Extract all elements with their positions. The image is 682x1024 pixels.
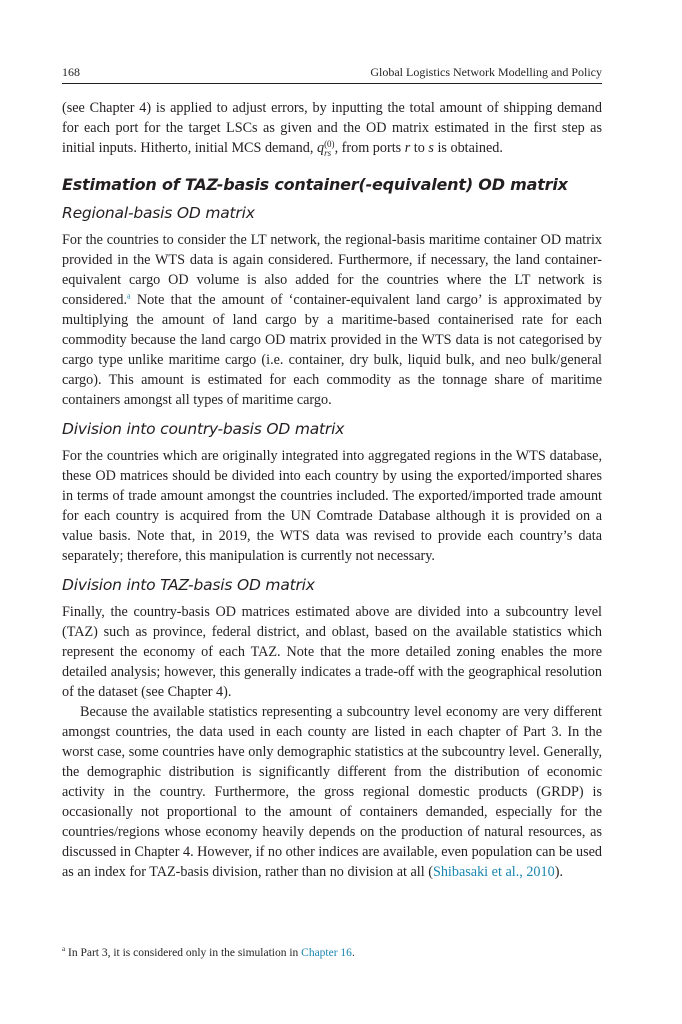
page-number: 168	[62, 65, 80, 79]
running-header	[62, 63, 602, 84]
taz-paragraph-2: Because the available statistics representing a subcountry level economy are very different amongst countries, the data used in each county are listed in each chapter of Part 3. In the worst case, some countries have only demographic statistics at the subcountry level. Generally, the demographic distribution is significantly different from the distribution of economic activity in the country. Furthermore, the gross regional domestic products (GRDP) is occasionally not proportional to the amount of containers demanded, especially for the countries/regions whose economy heavily depends on the production of natural resources, as discussed in Chapter 4. However, if no other indices are available, even population can be used as an index for TAZ-basis division, rather than no division at all (Shibasaki et al., 2010).	[62, 704, 602, 880]
book-title: Global Logistics Network Modelling and Policy	[370, 65, 602, 79]
footnote-mark: a	[62, 945, 66, 954]
subsection-heading-country: Division into country-basis OD matrix	[62, 420, 345, 438]
intro-paragraph: (see Chapter 4) is applied to adjust errors, by inputting the total amount of shipping demand for each port for the target LSCs as given and the OD matrix estimated in the first step as initial inputs. Hitherto, initial MCS demand, q (0) rs , from ports r to s is obtained.	[62, 100, 602, 158]
math-q-rs: q (0) rs	[316, 138, 335, 158]
body-text	[62, 98, 602, 882]
citation-link[interactable]: Shibasaki et al., 2010	[432, 864, 555, 880]
taz-paragraph-1: Finally, the country-basis OD matrices estimated above are divided into a subcountry level (TAZ) such as province, federal district, and oblast, based on the available statistics which represent the economy of each TAZ. Note that the more detailed zoning enables the more detailed analysis; however, this generally indicates a trade-off with the geographical resolution of the dataset (see Chapter 4).	[62, 604, 602, 700]
footnote-reference[interactable]: a	[127, 291, 131, 301]
regional-paragraph: For the countries to consider the LT network, the regional-basis maritime container OD matrix provided in the WTS data is again considered. Furthermore, if necessary, the land container-equivalent cargo OD volume is also added for the countries where the LT network is considered.$^a$ Note that the amount of ‘container-equivalent land cargo’ is approximated by multiplying the amount of land cargo by a maritime-based containerised rate for each commodity because the land cargo OD matrix provided in the WTS data is not categorised by cargo type unlike maritime cargo (i.e. container, dry bulk, liquid bulk, and neo bulk/general cargo). This amount is estimated for each commodity as the tonnage share of maritime containers amongst all types of maritime cargo.	[62, 232, 602, 408]
chapter-16-link[interactable]: Chapter 16	[301, 947, 352, 959]
section-heading: Estimation of TAZ-basis container(-equivalent) OD matrix	[62, 175, 568, 194]
subsection-heading-taz: Division into TAZ-basis OD matrix	[62, 576, 315, 594]
country-paragraph: For the countries which are originally integrated into aggregated regions in the WTS database, these OD matrices should be divided into each country by using the exported/imported shares in terms of trade amount amongst the countries included. The exported/imported trade amount for each country is acquired from the UN Comtrade Database although it is provided on a value basis. Note that, in 2019, the WTS data was revised to provide each country’s data separately; therefore, this manipulation is currently not necessary.	[62, 448, 602, 564]
subsection-heading-regional: Regional-basis OD matrix	[62, 204, 255, 222]
footnote: $^a$ In Part 3, it is considered only in the simulation in Chapter 16.	[62, 945, 355, 959]
